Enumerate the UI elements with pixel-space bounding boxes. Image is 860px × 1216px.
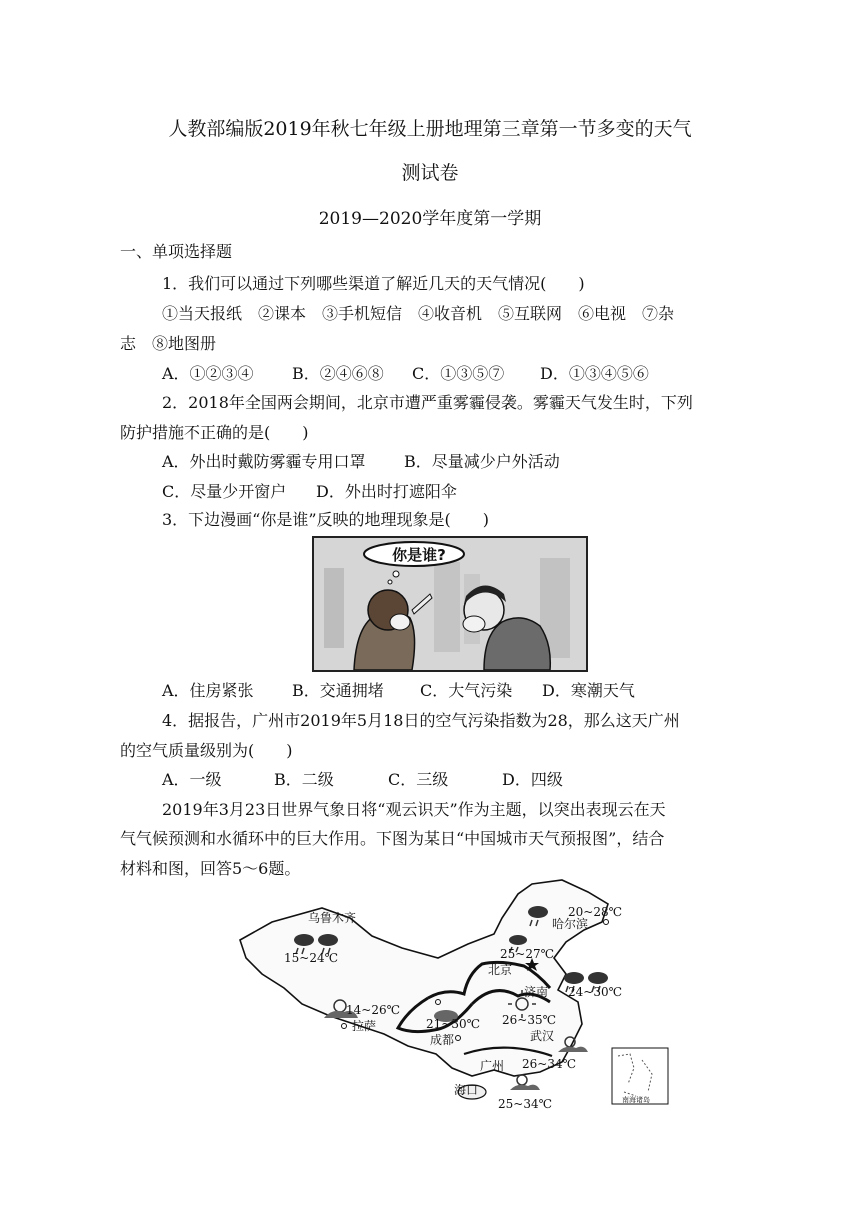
weather-icon-haikou bbox=[510, 1075, 540, 1090]
passage-line-1: 2019年3月23日世界气象日将“观云识天”作为主题，以突出表现云在天 bbox=[162, 800, 666, 819]
q4-options bbox=[162, 769, 563, 791]
city-name-wuhan: 武汉 bbox=[530, 1029, 555, 1043]
q1-option-d[interactable]: D．①③④⑤⑥ bbox=[540, 364, 649, 383]
china-weather-map bbox=[232, 878, 672, 1110]
q2-option-a[interactable]: A．外出时戴防雾霾专用口罩 bbox=[162, 452, 366, 471]
city-temp-jinan: 24~30℃ bbox=[568, 985, 623, 999]
passage-line-3: 材料和图，回答5～6题。 bbox=[120, 859, 301, 878]
city-temp-urumqi: 15~24℃ bbox=[284, 951, 339, 965]
q4-option-a[interactable]: A．一级 bbox=[162, 770, 222, 789]
city-temp-lhasa: 14~26℃ bbox=[346, 1003, 401, 1017]
q3-option-a[interactable]: A．住房紧张 bbox=[162, 681, 254, 700]
city-name-harbin: 哈尔滨 bbox=[552, 917, 589, 931]
city-name-jinan: 济南 bbox=[524, 985, 549, 999]
city-name-haikou: 海口 bbox=[454, 1083, 479, 1097]
title-line-1: 人教部编版2019年秋七年级上册地理第三章第一节多变的天气 bbox=[168, 118, 692, 140]
q2-option-d[interactable]: D．外出时打遮阳伞 bbox=[316, 482, 457, 501]
q4-option-d[interactable]: D．四级 bbox=[502, 770, 563, 789]
city-temp-harbin: 20~28℃ bbox=[568, 905, 623, 919]
inset-label: 南海诸岛 bbox=[622, 1096, 650, 1104]
city-temp-wuhan: 26~35℃ bbox=[502, 1013, 557, 1027]
q2-stem-line2: 防护措施不正确的是( ) bbox=[120, 423, 309, 442]
passage-line-2: 气气候预测和水循环中的巨大作用。下图为某日“中国城市天气预报图”，结合 bbox=[120, 829, 665, 848]
q3-options bbox=[162, 680, 635, 702]
city-name-beijing: 北京 bbox=[488, 963, 513, 977]
city-name-lhasa: 拉萨 bbox=[352, 1019, 377, 1033]
q2-option-b[interactable]: B．尽量减少户外活动 bbox=[404, 452, 560, 471]
q2-options-line2 bbox=[162, 481, 457, 503]
q1-option-c[interactable]: C．①③⑤⑦ bbox=[412, 364, 505, 383]
city-temp-chengdu: 21~30℃ bbox=[426, 1017, 481, 1031]
q1-option-b[interactable]: B．②④⑥⑧ bbox=[292, 364, 384, 383]
city-name-guangzhou: 广州 bbox=[480, 1059, 505, 1073]
q3-option-b[interactable]: B．交通拥堵 bbox=[292, 681, 384, 700]
q3-stem: 3．下边漫画“你是谁”反映的地理现象是( ) bbox=[162, 510, 490, 529]
q1-items-line1: ①当天报纸 ②课本 ③手机短信 ④收音机 ⑤互联网 ⑥电视 ⑦杂 bbox=[162, 304, 675, 323]
q4-stem-line2: 的空气质量级别为( ) bbox=[120, 741, 293, 760]
cartoon-caption: 你是谁? bbox=[392, 546, 446, 564]
subtitle: 2019—2020学年度第一学期 bbox=[318, 209, 542, 229]
q1-option-a[interactable]: A．①②③④ bbox=[162, 364, 254, 383]
title-line-2: 测试卷 bbox=[401, 162, 459, 184]
south-china-sea-inset bbox=[612, 1048, 668, 1104]
china-outline bbox=[240, 880, 608, 1076]
section-heading: 一、单项选择题 bbox=[120, 242, 233, 261]
q1-items-line2: 志 ⑧地图册 bbox=[120, 334, 217, 353]
q2-options-line1 bbox=[162, 451, 560, 473]
city-name-urumqi: 乌鲁木齐 bbox=[308, 911, 357, 925]
city-temp-guangzhou: 26~34℃ bbox=[522, 1057, 577, 1071]
city-temp-haikou: 25~34℃ bbox=[498, 1097, 553, 1110]
q2-option-c[interactable]: C．尽量少开窗户 bbox=[162, 482, 287, 501]
city-dot-lhasa bbox=[342, 1024, 347, 1029]
city-dot-harbin bbox=[604, 920, 609, 925]
smog-cartoon-image bbox=[312, 536, 588, 672]
city-temp-beijing: 25~27℃ bbox=[500, 947, 555, 961]
q4-option-b[interactable]: B．二级 bbox=[274, 770, 334, 789]
q1-stem: 1．我们可以通过下列哪些渠道了解近几天的天气情况( ) bbox=[162, 274, 585, 293]
q4-stem-line1: 4．据报告，广州市2019年5月18日的空气污染指数为28，那么这天广州 bbox=[162, 711, 680, 730]
q1-options bbox=[162, 363, 649, 385]
city-name-chengdu: 成都 bbox=[430, 1033, 455, 1047]
q3-option-d[interactable]: D．寒潮天气 bbox=[542, 681, 635, 700]
q2-stem-line1: 2．2018年全国两会期间，北京市遭严重雾霾侵袭。雾霾天气发生时，下列 bbox=[162, 393, 693, 412]
q4-option-c[interactable]: C．三级 bbox=[388, 770, 449, 789]
q3-option-c[interactable]: C．大气污染 bbox=[420, 681, 513, 700]
